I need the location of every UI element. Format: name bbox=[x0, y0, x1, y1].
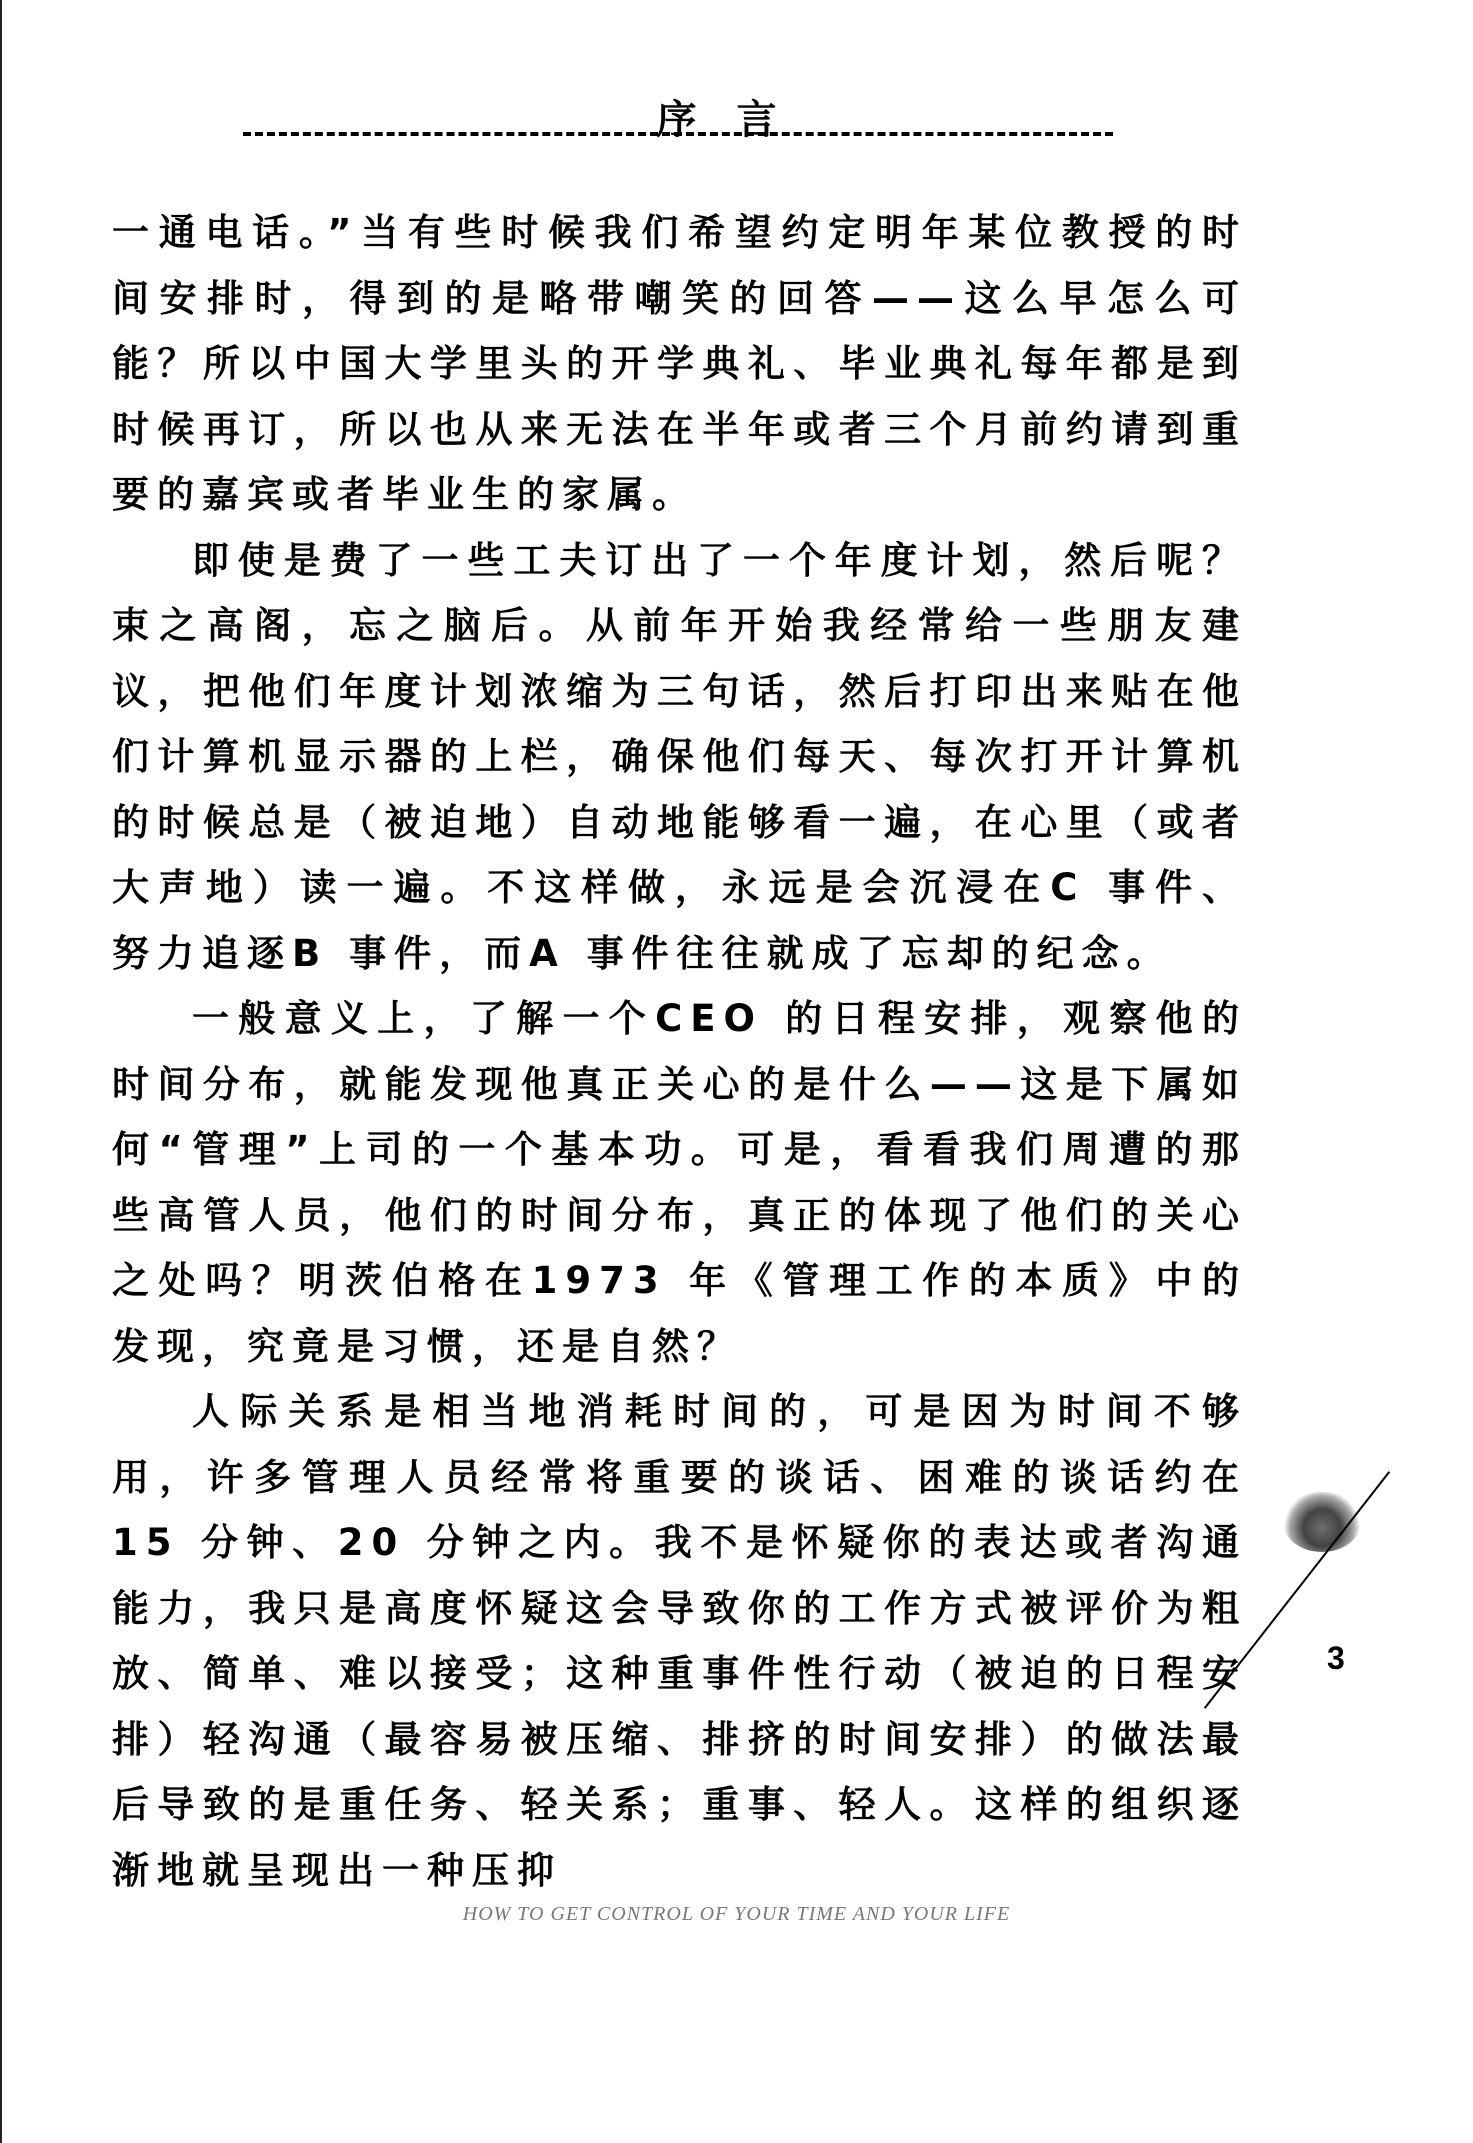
paragraph-2: 即使是费了一些工夫订出了一个年度计划，然后呢？束之高阁，忘之脑后。从前年开始我经常给一些朋友建议，把他们年度计划浓缩为三句话，然后打印出来贴在他们计算机显示器的上栏，确保他们每天、每次打开计算机的时候总是（被迫地）自动地能够看一遍，在心里（或者大声地）读一遍。不这样做，永远是会沉浸在C 事件、努力追逐B 事件，而A 事件往往就成了忘却的纪念。 bbox=[112, 538, 1247, 975]
paragraph-3: 一般意义上，了解一个CEO 的日程安排，观察他的时间分布，就能发现他真正关心的是什么——这是下属如何“管理”上司的一个基本功。可是，看看我们周遭的那些高管人员，他们的时间分布，真正的体现了他们的关心之处吗？明茨伯格在1973 年《管理工作的本质》中的发现，究竟是习惯，还是自然？ bbox=[112, 997, 1247, 1368]
running-footer: HOW TO GET CONTROL OF YOUR TIME AND YOUR LIFE bbox=[462, 1903, 1011, 1925]
page-number: 3 bbox=[1327, 1640, 1345, 1676]
body-text bbox=[112, 200, 1247, 1903]
page-edge bbox=[0, 0, 2, 2143]
paragraph-1: 一通电话。”当有些时候我们希望约定明年某位教授的时间安排时，得到的是略带嘲笑的回答——这么早怎么可能？所以中国大学里头的开学典礼、毕业典礼每年都是到时候再订，所以也从来无法在半年或者三个月前约请到重要的嘉宾或者毕业生的家属。 bbox=[112, 211, 1247, 516]
paragraph-4: 人际关系是相当地消耗时间的，可是因为时间不够用，许多管理人员经常将重要的谈话、困难的谈话约在15 分钟、20 分钟之内。我不是怀疑你的表达或者沟通能力，我只是高度怀疑这会导致你的工作方式被评价为粗放、简单、难以接受；这种重事件性行动（被迫的日程安排）轻沟通（最容易被压缩、排挤的时间安排）的做法最后导致的是重任务、轻关系；重事、轻人。这样的组织逐渐地就呈现出一种压抑 bbox=[112, 1390, 1247, 1892]
header-dashed-rule bbox=[243, 132, 1113, 136]
chapter-title: 序言 bbox=[656, 97, 817, 143]
